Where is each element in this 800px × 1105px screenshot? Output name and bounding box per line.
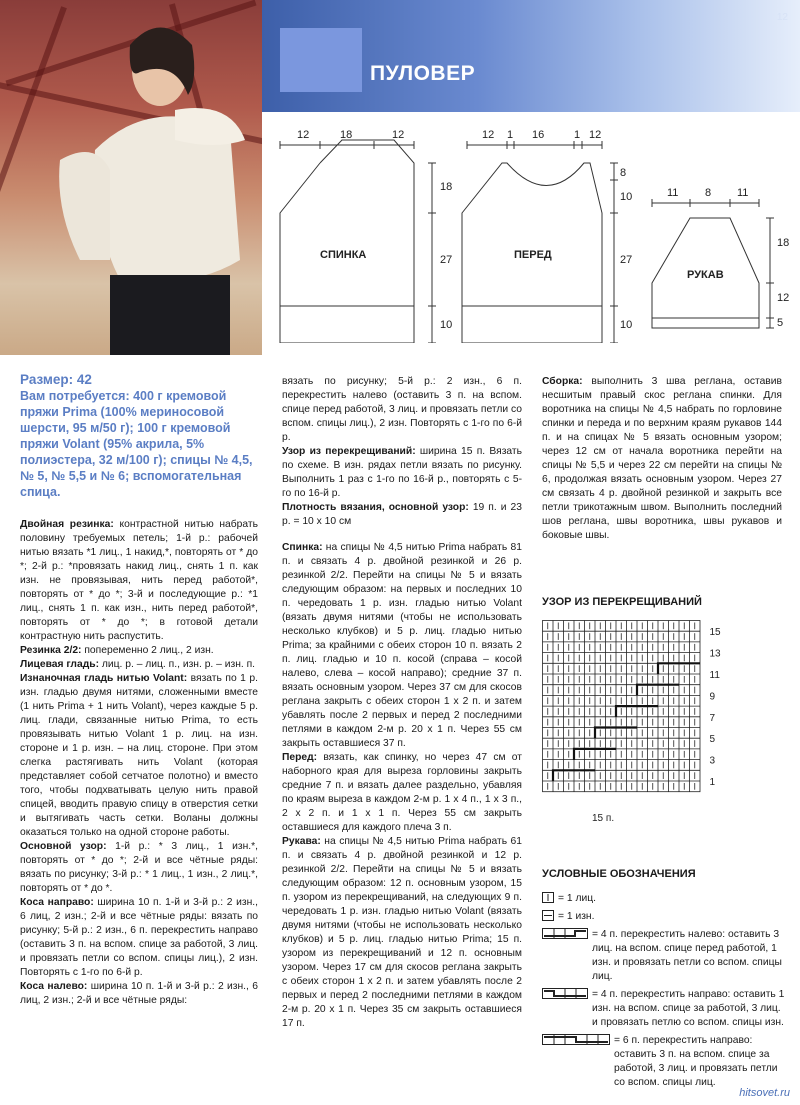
svg-text:12: 12 (589, 129, 602, 141)
svg-text:18: 18 (340, 129, 353, 141)
cross-4-left-icon (542, 928, 588, 984)
svg-text:8: 8 (705, 187, 712, 199)
svg-text:27: 27 (620, 254, 633, 266)
legend-title: УСЛОВНЫЕ ОБОЗНАЧЕНИЯ (542, 868, 696, 880)
svg-text:8: 8 (620, 167, 627, 179)
paragraph: Спинка: на спицы № 4,5 нитью Prima набрать 81 п. и связать 4 р. двойной резинкой и 26 р. резинкой 2/2. Перейти на спицы № 5 и вязать следующим образом: на первых и последних 10 п. чередовать 1 р. изн. гладью нитью Volant (вязать двумя нитями (чтобы не использовать несколько клубков) и 5 р. лиц. гладью нитью Prima; за крайними с обеих сторон 10 п. вязать 2 п. лиц. гладью и 10 п. косой (справа – косой налево, слева – косой направо); средние 37 п. вязать основным узором. Через 37 см для скосов реглана закрыть с обеих сторон 1 х 2 п. и затем убавлять после 2 первых и перед 2 последними петлями в каждом 2-м р. 20 х 1 п. Через 55 см закрыть оставшиеся 37 п. (282, 542, 522, 749)
purl-stitch-icon (542, 910, 554, 924)
chart-width-label: 15 п. (592, 813, 615, 825)
knit-stitch-icon (542, 892, 554, 906)
chart-row-label: 1 (709, 777, 716, 788)
legend (542, 892, 787, 1094)
svg-text:10: 10 (620, 319, 633, 331)
paragraph: Лицевая гладь: лиц. р. – лиц. п., изн. р. – изн. п. (20, 659, 256, 670)
paragraph: Коса направо: ширина 10 п. 1-й и 3-й р.: 2 изн., 6 лиц, 2 изн.; 2-й и все чётные ряды: вязать по рисунку; 5-й р.: 2 изн., 6 п. перекрестить направо (оставить 3 п. на вспом. спице за работой, 3 лиц. и провязать петли со вспом. спицы лиц.), 2 изн. Повторять с 1-го по 6-й р. (20, 897, 258, 978)
svg-text:11: 11 (667, 187, 679, 199)
svg-text:1: 1 (507, 129, 514, 141)
site-watermark: hitsovet.ru (739, 1087, 790, 1099)
instructions-column-3 (542, 375, 782, 543)
paragraph: Сборка: выполнить 3 шва реглана, оставив несшитым правый скос реглана спинки. Для воротника на спицы № 4,5 набрать по горловине спинки и переда и по верхним краям рукавов 144 п. и на спицах № 5 вязать основным узором; через 12 см от начала воротника перейти на спицы № 5,5 и через 22 см перейти на спицы № 6, продолжая вязать основным узором. Через 27 см связать 4 р. двойной резинкой и закрыть все петли трикотажным швом. Выполнить последний шов реглана, швы воротника, швы рукавов и боковые швы. (542, 376, 782, 541)
chart-row-label: 3 (709, 755, 716, 767)
front-label: ПЕРЕД (514, 249, 552, 261)
legend-item: = 1 лиц. (542, 892, 787, 906)
chart-row-label: 15 (709, 627, 721, 639)
paragraph: Коса налево: ширина 10 п. 1-й и 3-й р.: 2 изн., 6 лиц, 2 изн.; 2-й и все чётные ряды: (20, 981, 258, 1006)
back-label: СПИНКА (320, 249, 367, 261)
title-square-decoration (280, 28, 362, 92)
legend-item: = 4 п. перекрестить налево: оставить 3 лиц. на вспом. спице перед работой, 1 изн. и провязать петли со вспом. спицы лиц. (542, 928, 787, 984)
chart-row-label: 13 (709, 648, 721, 660)
title-band (262, 0, 800, 112)
paragraph: Основной узор: 1-й р.: * 3 лиц., 1 изн.*, повторять от * до *; 2-й и все чётные ряды: вязать по рисунку; 3-й р.: * 1 лиц., 1 изн., 2 лиц.*, повторять от * до *. (20, 841, 258, 894)
svg-text:12: 12 (392, 129, 405, 141)
chart-title: УЗОР ИЗ ПЕРЕКРЕЩИВАНИЙ (542, 596, 702, 608)
svg-text:10: 10 (440, 319, 453, 331)
paragraph: вязать по рисунку; 5-й р.: 2 изн., 6 п. перекрестить налево (оставить 3 п. на вспом. спице перед работой, 3 лиц. и провязать петли со вспом. спицы лиц.), 2 изн. Повторять с 1-го по 6-й р. (282, 376, 522, 443)
instructions-column-1 (20, 518, 258, 1008)
cross-4-right-icon (542, 988, 588, 1030)
svg-text:5: 5 (777, 317, 784, 329)
paragraph: Узор из перекрещиваний: ширина 15 п. Вязать по схеме. В изн. рядах петли вязать по рисунку. Выполнить 1 раз с 1-го по 16-й р., повторять с 5-го по 16-й р. (282, 446, 522, 499)
requirements-block (20, 372, 265, 500)
svg-text:12: 12 (482, 129, 495, 141)
sleeve-label: РУКАВ (687, 269, 724, 281)
paragraph: Перед: вязать, как спинку, но через 47 см от наборного края для выреза горловины закрыть средние 7 п. и вязать далее раздельно, убавляя по краям выреза в каждом 2-м р. 1 х 4 п., 1 х 3 п., 2 х 2 п. и 1 х 1 п. Через 55 см закрыть оставшиеся для каждого плеча 3 п. (282, 752, 522, 833)
pattern-schematics (262, 118, 800, 343)
materials-line: Вам потребуется: 400 г кремовой пряжи Prima (100% мериносовой шерсти, 95 м/50 г); 100 г кремовой пряжи Volant (95% акрила, 5% полиэстера, 32 м/100 г); спицы № 4,5, № 5, № 5,5 и № 6; вспомогательная спица. (20, 389, 253, 499)
paragraph: Двойная резинка: контрастной нитью набрать половину требуемых петель; 1-й р.: рабочей нитью вязать *1 лиц., 1 накид,*, повторять от * до *; 2-й р.: *провязать накид лиц., снять 1 п. как изн. не провязывая, нить перед работой*, повторять от * до *; 3-й и последующие р.: *1 лиц., снять 1 п. как изн., нить перед работой*, повторять от * до *; в готовой детали контрастную нить распустить. (20, 519, 258, 642)
instructions-column-2 (282, 375, 522, 1031)
paragraph: Резинка 2/2: попеременно 2 лиц., 2 изн. (20, 645, 214, 656)
page-number: 12 (776, 12, 788, 23)
paragraph: Плотность вязания, основной узор: 19 п. и 23 р. = 10 х 10 см (282, 502, 522, 527)
legend-item: = 6 п. перекрестить направо: оставить 3 п. на вспом. спице за работой, 3 лиц. и провязать петли со вспом. спицы лиц. (542, 1034, 787, 1090)
legend-item: = 1 изн. (542, 910, 787, 924)
legend-item: = 4 п. перекрестить направо: оставить 1 изн. на вспом. спице за работой, 3 лиц. и провязать петлю со вспом. спицы изн. (542, 988, 787, 1030)
svg-text:11: 11 (737, 187, 749, 199)
paragraph: Изнаночная гладь нитью Volant: вязать по 1 р. изн. гладью двумя нитями, сложенными вместе (1 нить Prima + 1 нить Volant), через каждые 5 р. лиц. глади, связанные нитью Prima, то есть провязывать нитью Volant 1 р. лиц. на изн. стороне и 1 р. изн. – на лиц. стороне. При этом слегка растягивать нить Volant (которая представляет собой сетчатое полотно) и вместо того, чтобы подхватывать целую нить правой спицей, вводить правую спицу в отверстия сетки и вытягивать часть сетки. Воланы должны оказаться только на одной стороне работы. (20, 673, 258, 838)
svg-text:16: 16 (532, 129, 545, 141)
back-outline (280, 140, 414, 343)
cable-chart (542, 620, 732, 830)
model-photo (0, 0, 262, 355)
svg-text:12: 12 (777, 292, 790, 304)
svg-text:18: 18 (777, 237, 790, 249)
chart-row-label: 5 (709, 734, 716, 746)
chart-row-label: 9 (709, 691, 716, 703)
svg-text:1: 1 (574, 129, 581, 141)
svg-text:18: 18 (440, 181, 453, 193)
chart-row-label: 11 (709, 670, 720, 681)
size-line: Размер: 42 (20, 372, 92, 387)
page-title: ПУЛОВЕР (370, 62, 476, 85)
svg-text:10: 10 (620, 191, 633, 203)
svg-text:12: 12 (297, 129, 310, 141)
paragraph: Рукава: на спицы № 4,5 нитью Prima набрать 61 п. и связать 4 р. двойной резинкой и 12 р. резинкой 2/2. Перейти на спицы № 5 и вязать следующим образом: 12 п. основным узором, 15 п. узором из перекрещиваний, на следующих 9 п. чередовать 1 р. изн. гладью нитью Volant (вязать двумя нитями (чтобы не использовать несколько клубков) и 5 р. лиц. гладью нитью Prima; 15 п. узором из перекрещиваний и 12 п. основным узором. Через 17 см для скосов реглана закрыть с обеих сторон 1 х 2 п. и затем убавлять после 2 первых и перед 2 последними петлями в каждом 2-м р. 20 х 1 п. Через 35 см закрыть оставшиеся 17 п. (282, 836, 522, 1029)
chart-row-label: 7 (709, 712, 716, 724)
cross-6-right-icon (542, 1034, 610, 1090)
svg-text:27: 27 (440, 254, 453, 266)
